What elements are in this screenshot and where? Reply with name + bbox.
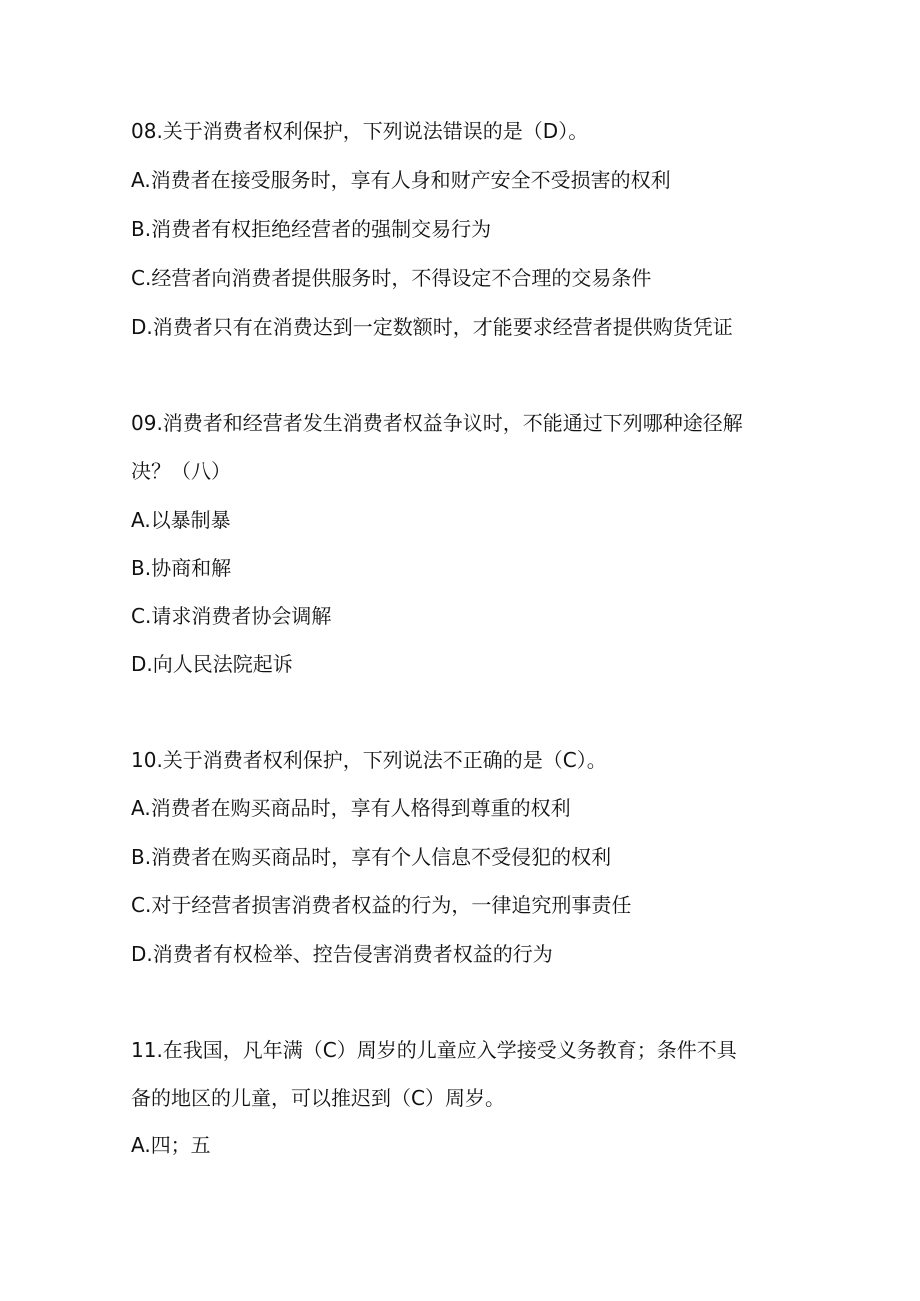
question-09-option-c: C.请求消费者协会调解 bbox=[131, 604, 332, 628]
question-10-option-a: A.消费者在购买商品时，享有人格得到尊重的权利 bbox=[131, 796, 571, 820]
question-09-option-b: B.协商和解 bbox=[131, 556, 232, 580]
question-11-option-a: A.四；五 bbox=[131, 1133, 211, 1157]
question-08-option-c: C.经营者向消费者提供服务时，不得设定不合理的交易条件 bbox=[131, 266, 652, 290]
question-08-option-d: D.消费者只有在消费达到一定数额时，才能要求经营者提供购货凭证 bbox=[131, 315, 733, 339]
question-10-stem-line-1: 10.关于消费者权利保护，下列说法不正确的是（C）。 bbox=[131, 748, 607, 772]
question-08-option-a: A.消费者在接受服务时，享有人身和财产安全不受损害的权利 bbox=[131, 168, 671, 192]
question-09-option-d: D.向人民法院起诉 bbox=[131, 652, 293, 676]
question-09-stem-line-1: 09.消费者和经营者发生消费者权益争议时，不能通过下列哪种途径解 bbox=[131, 411, 743, 435]
question-11-stem-line-1: 11.在我国，凡年满（C）周岁的儿童应入学接受义务教育；条件不具 bbox=[131, 1038, 737, 1062]
question-11-stem-line-2: 备的地区的儿童，可以推迟到（C）周岁。 bbox=[131, 1086, 505, 1110]
question-10-option-d: D.消费者有权检举、控告侵害消费者权益的行为 bbox=[131, 942, 553, 966]
question-08-option-b: B.消费者有权拒绝经营者的强制交易行为 bbox=[131, 217, 492, 241]
question-09-option-a: A.以暴制暴 bbox=[131, 508, 231, 532]
question-09-stem-line-2: 决？（八） bbox=[131, 459, 231, 483]
question-10-option-b: B.消费者在购买商品时，享有个人信息不受侵犯的权利 bbox=[131, 845, 612, 869]
question-10-option-c: C.对于经营者损害消费者权益的行为，一律追究刑事责任 bbox=[131, 893, 632, 917]
question-08-stem-line-1: 08.关于消费者权利保护，下列说法错误的是（D）。 bbox=[131, 119, 589, 143]
